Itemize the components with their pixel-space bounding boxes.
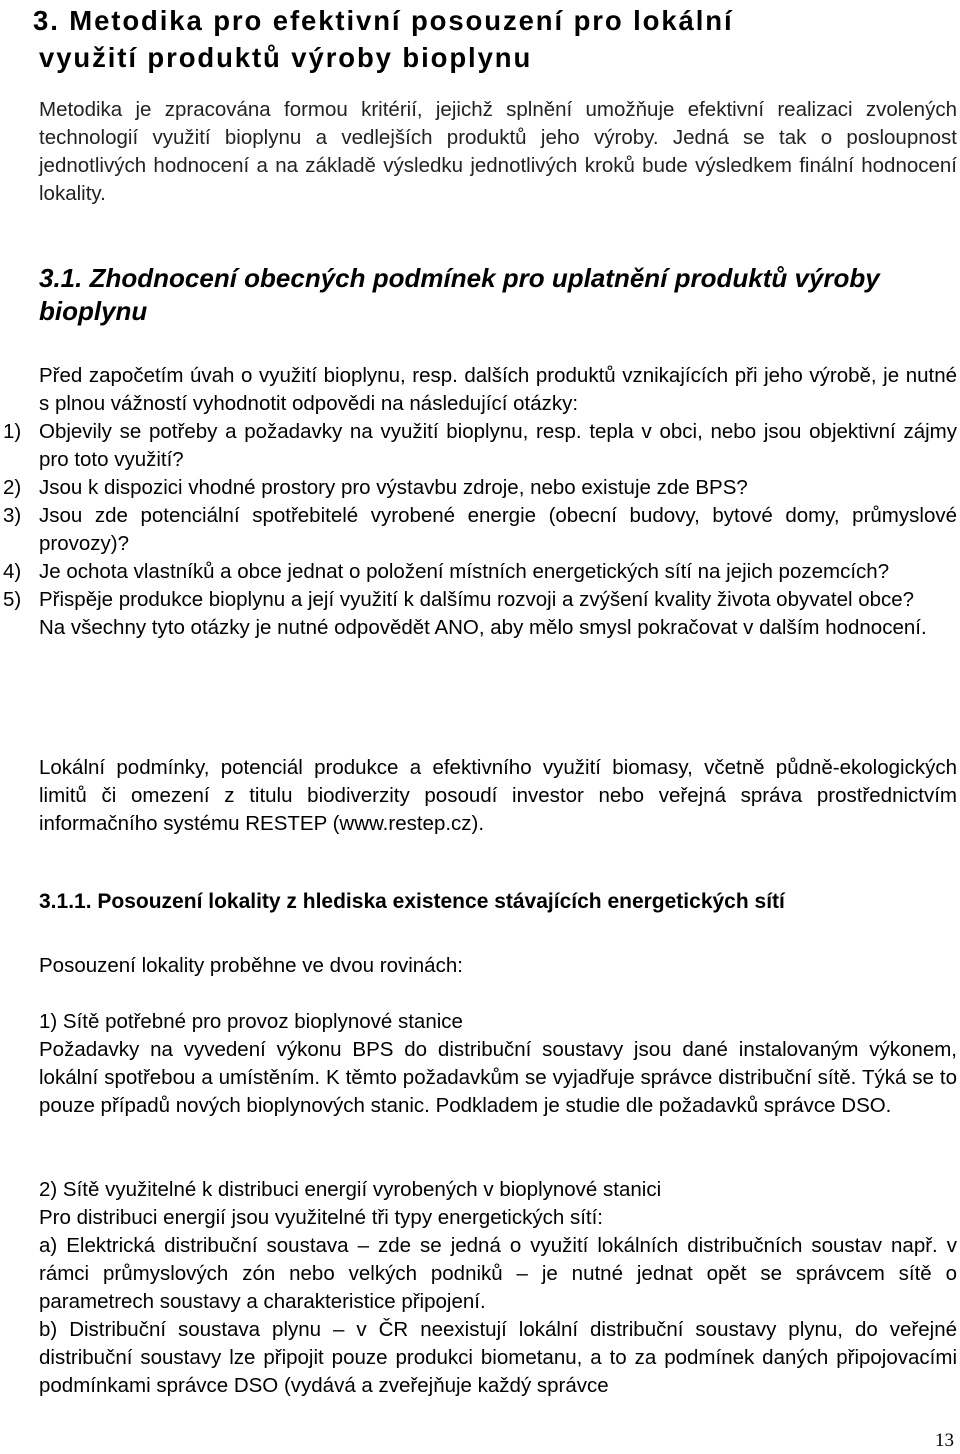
question-number: 3) — [3, 504, 22, 527]
list-item — [3, 586, 957, 614]
level1-text: Požadavky na vyvedení výkonu BPS do distribuční soustavy jsou dané instalovaným výkonem, lokální spotřebou a umístěním. K těmto požadavkům se vyjadřuje správce distribuční sítě. Týká se to pouze případů nových bioplynových stanic. Podkladem je studie dle požadavků správce DSO. — [39, 1038, 957, 1117]
question-text: Přispěje produkce bioplynu a její využití k dalšímu rozvoji a zvýšení kvality života obyvatel obce? — [39, 588, 915, 611]
list-item — [3, 418, 957, 474]
section-heading — [33, 2, 734, 76]
level2-item-b: b) Distribuční soustava plynu – v ČR neexistují lokální distribuční soustavy plynu, do veřejné distribuční soustavy lze připojit pouze produkci biometanu, a to za podmínek daných připojovacími podmínkami správce DSO (vydává a zveřejňuje každý správce — [39, 1318, 957, 1397]
local-conditions-paragraph: Lokální podmínky, potenciál produkce a efektivního využití biomasy, včetně půdně-ekologických limitů či omezení z titulu biodiverzity posoudí investor nebo veřejná správa prostřednictvím informačního systému RESTEP (www.restep.cz). — [39, 756, 957, 835]
section-intro-paragraph: Metodika je zpracována formou kritérií, jejichž splnění umožňuje efektivní realizaci zvolených technologií využití bioplynu a vedlejších produktů jeho výroby. Jedná se tak o posloupnost jednotlivých hodnocení a na základě výsledku jednotlivých kroků bude výsledkem finální hodnocení lokality. — [39, 98, 957, 205]
subsection-title: Zhodnocení obecných podmínek pro uplatnění produktů výroby bioplynu — [39, 263, 880, 326]
question-number: 4) — [3, 560, 22, 583]
section-title-line2: využití produktů výroby bioplynu — [39, 42, 533, 73]
section-title-line1: Metodika pro efektivní posouzení pro lokální — [69, 5, 734, 36]
subsubsection-intro: Posouzení lokality proběhne ve dvou rovinách: — [39, 954, 463, 977]
subsection-lead: Před započetím úvah o využití bioplynu, resp. dalších produktů vznikajících při jeho výrobě, je nutné s plnou vážností vyhodnotit odpovědi na následující otázky: — [39, 364, 957, 415]
section-number: 3. — [33, 5, 60, 36]
question-text: Je ochota vlastníků a obce jednat o položení místních energetických sítí na jejich pozemcích? — [39, 560, 890, 583]
list-item — [3, 502, 957, 558]
subsection-heading — [39, 262, 957, 328]
page-number: 13 — [935, 1430, 954, 1451]
subsubsection-heading — [39, 888, 785, 916]
subsection-number: 3.1. — [39, 263, 83, 293]
subsubsection-title: Posouzení lokality z hlediska existence stávajících energetických sítí — [97, 890, 785, 913]
question-text: Jsou k dispozici vhodné prostory pro výstavbu zdroje, nebo existuje zde BPS? — [39, 476, 748, 499]
list-item — [39, 614, 957, 642]
level1-heading: 1) Sítě potřebné pro provoz bioplynové stanice — [39, 1010, 463, 1033]
level2-block — [39, 1176, 957, 1400]
list-item — [3, 558, 957, 586]
question-text: Objevily se potřeby a požadavky na využití bioplynu, resp. tepla v obci, nebo jsou objektivní zájmy pro toto využití? — [39, 420, 957, 471]
list-item — [3, 474, 957, 502]
questions-list — [3, 418, 957, 642]
level2-item-a: a) Elektrická distribuční soustava – zde se jedná o využití lokálních distribučních soustav např. v rámci průmyslových zón nebo velkých podniků – je nutné jednat opět se správcem sítě o parametrech soustavy a charakteristice připojení. — [39, 1234, 957, 1313]
subsubsection-number: 3.1.1. — [39, 890, 92, 913]
question-number: 5) — [3, 588, 22, 611]
question-text: Jsou zde potenciální spotřebitelé vyrobené energie (obecní budovy, bytové domy, průmyslové provozy)? — [39, 504, 957, 555]
question-number: 2) — [3, 476, 22, 499]
questions-conclusion: Na všechny tyto otázky je nutné odpovědět ANO, aby mělo smysl pokračovat v dalším hodnocení. — [39, 616, 927, 639]
level2-heading: 2) Sítě využitelné k distribuci energií vyrobených v bioplynové stanici — [39, 1178, 662, 1201]
level1-block — [39, 1008, 957, 1120]
question-number: 1) — [3, 420, 22, 443]
level2-intro: Pro distribuci energií jsou využitelné tři typy energetických sítí: — [39, 1206, 603, 1229]
